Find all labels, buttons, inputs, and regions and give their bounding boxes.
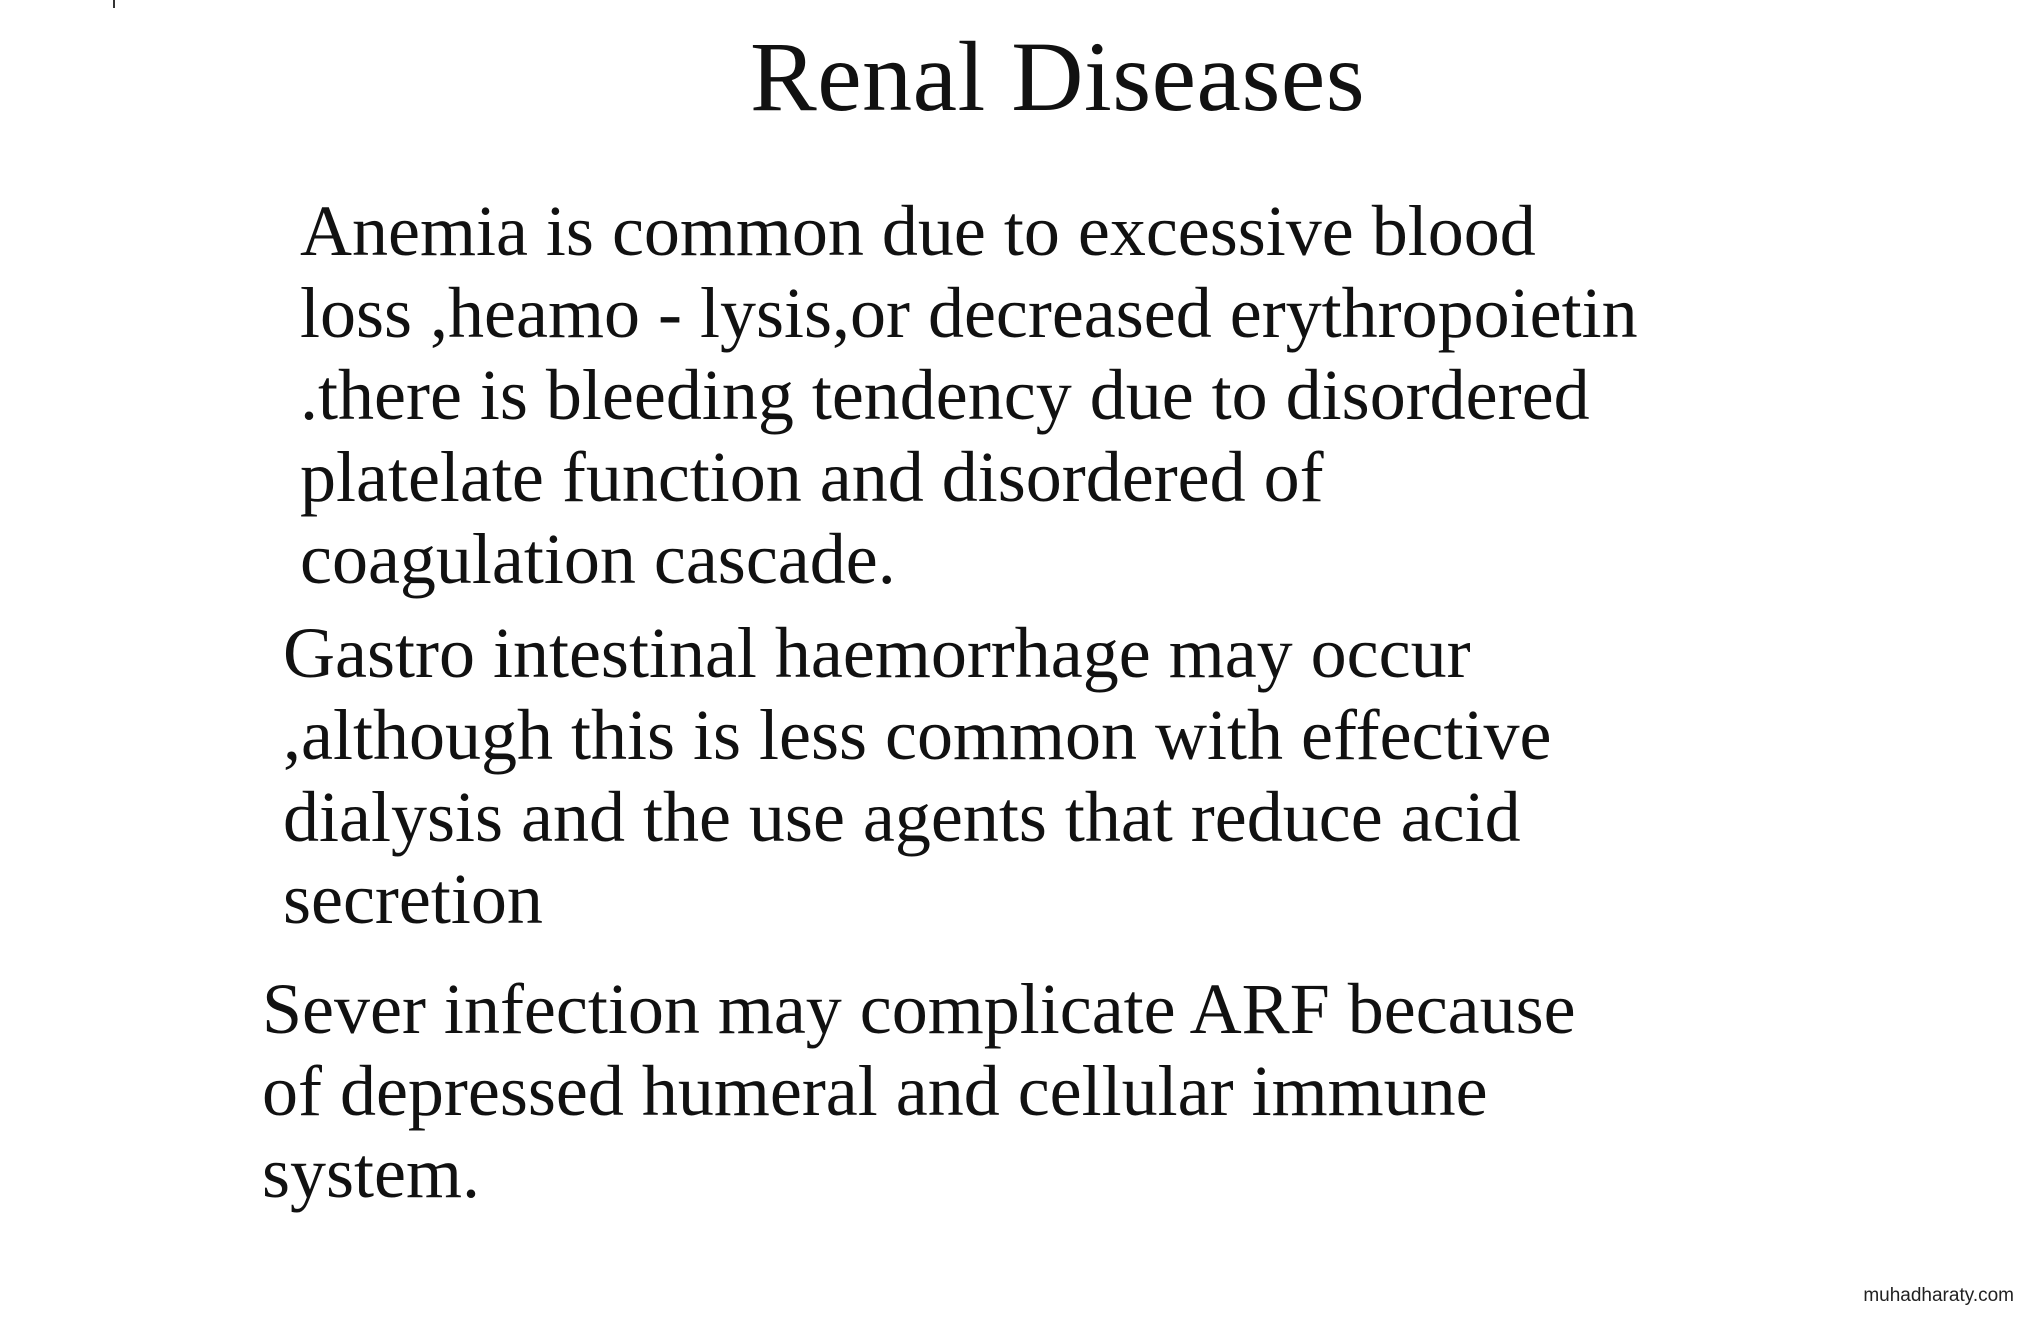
text-line: coagulation cascade. [300,519,896,599]
text-line: platelate function and disordered of [300,437,1324,517]
paragraph-infection [262,968,1576,1214]
text-line: of depressed humeral and cellular immune [262,1051,1488,1131]
text-line: .there is bleeding tendency due to disordered [300,355,1590,435]
paragraph-anemia [300,190,1638,600]
slide-title: Renal Diseases [750,21,1366,132]
watermark: muhadharaty.com [1863,1285,2014,1306]
text-line: system. [262,1133,481,1213]
text-line: secretion [283,859,543,939]
scan-mark [113,0,115,8]
paragraph-gastro [283,612,1551,940]
text-line: Anemia is common due to excessive blood [300,191,1536,271]
text-line: Sever infection may complicate ARF because [262,969,1576,1049]
text-line: dialysis and the use agents that reduce acid [283,777,1521,857]
text-line: loss ,heamo - lysis,or decreased erythropoietin [300,273,1638,353]
text-line: ,although this is less common with effective [283,695,1552,775]
text-line: Gastro intestinal haemorrhage may occur [283,613,1471,693]
